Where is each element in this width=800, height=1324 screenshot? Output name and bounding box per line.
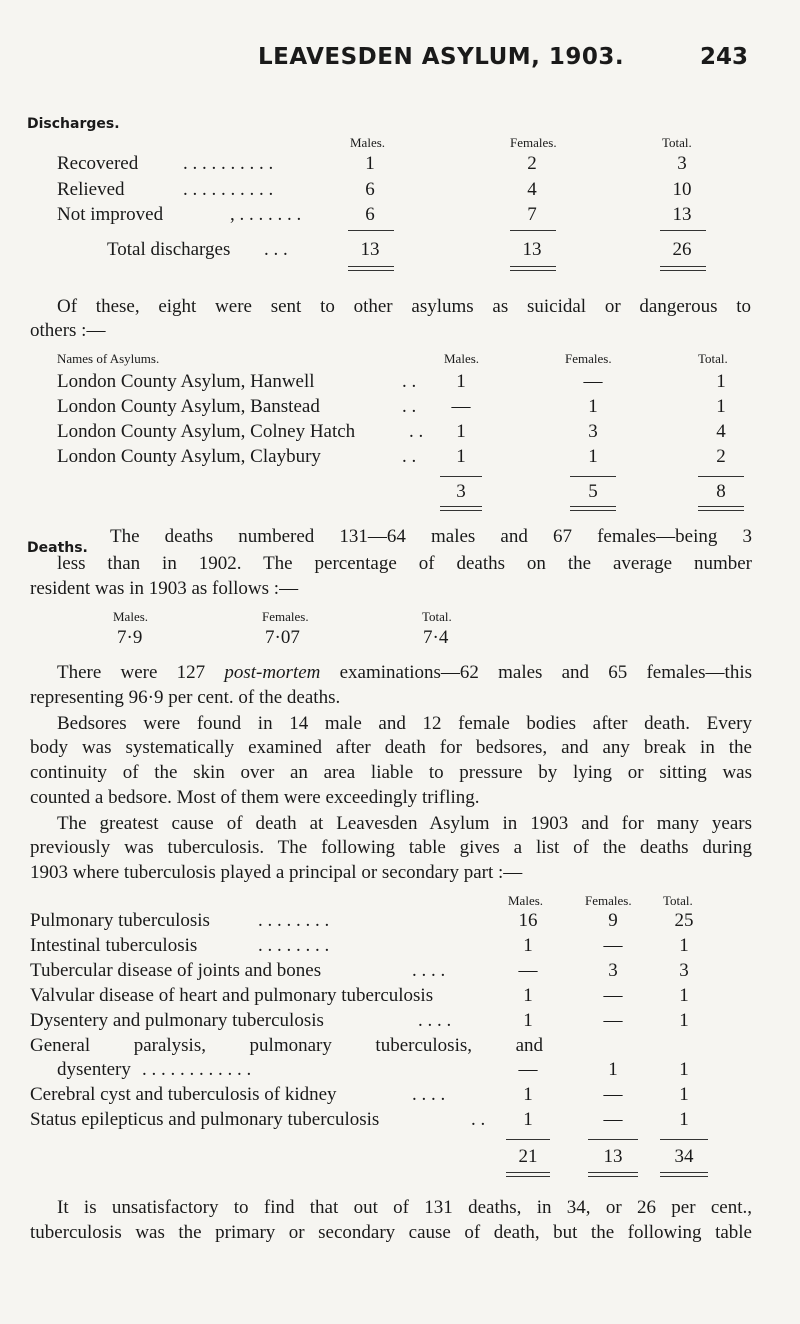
- transfers-total-value: 1: [716, 371, 726, 392]
- discharges-row-label: Recovered: [57, 153, 139, 174]
- postmortem-text-line: [57, 661, 752, 685]
- deaths-text-line: resident was in 1903 as follows :—: [30, 578, 299, 599]
- tb-females-value: —: [603, 1109, 623, 1130]
- tb-males-value: 1: [523, 1010, 533, 1031]
- percentage-col-total: Total.: [422, 609, 452, 624]
- discharges-males-value: 6: [365, 204, 375, 225]
- sum-rule: [510, 230, 556, 231]
- tb-col-males: Males.: [508, 893, 544, 908]
- leader-dots: . . . . . . . .: [258, 935, 330, 956]
- bedsores-text-line: continuity of the skin over an area liable to pressure by lying or sitting was: [30, 762, 752, 783]
- discharges-females-value: 2: [527, 153, 537, 174]
- leader-dots: . .: [409, 421, 424, 442]
- transfers-col-females: Females.: [565, 351, 612, 366]
- asylum-name: London County Asylum, Colney Hatch: [57, 421, 356, 442]
- tb-females-value: —: [603, 985, 623, 1006]
- double-rule: [510, 266, 556, 271]
- sum-rule: [570, 476, 616, 477]
- double-rule: [440, 506, 482, 511]
- tb-row-label: Pulmonary tuberculosis: [30, 910, 210, 931]
- tb-females-value: 3: [608, 960, 618, 981]
- tb-total-value: 1: [679, 1109, 689, 1130]
- transfers-totals-males: 3: [456, 481, 466, 502]
- tb-row-label: Intestinal tuberculosis: [30, 935, 198, 956]
- transfers-total-value: 2: [716, 446, 726, 467]
- tb-total-value: 3: [679, 960, 689, 981]
- closing-text-line: tuberculosis was the primary or secondary cause of death, but the following table: [30, 1222, 752, 1243]
- postmortem-text-a: There were 127: [57, 662, 225, 683]
- double-rule: [570, 506, 616, 511]
- tb-females-value: 1: [608, 1059, 618, 1080]
- sum-rule: [698, 476, 744, 477]
- discharges-col-females: Females.: [510, 135, 557, 150]
- percentage-males-value: 7·9: [117, 627, 143, 648]
- double-rule: [660, 1172, 708, 1177]
- transfers-totals-total: 8: [716, 481, 726, 502]
- leader-dots: . . . . . . . . . .: [183, 179, 274, 200]
- leader-dots: . .: [471, 1109, 486, 1130]
- asylum-name: London County Asylum, Banstead: [57, 396, 320, 417]
- leader-dots: . .: [402, 396, 417, 417]
- tb-females-value: —: [603, 935, 623, 956]
- tb-totals-females: 13: [603, 1146, 623, 1167]
- double-rule: [348, 266, 394, 271]
- tb-females-value: —: [603, 1084, 623, 1105]
- deaths-text-line: less than in 1902. The percentage of deaths on the average number: [57, 553, 752, 574]
- tb-males-value: —: [518, 1059, 538, 1080]
- leader-dots: . . . .: [412, 1084, 446, 1105]
- deaths-text-line: The deaths numbered 131—64 males and 67 females—being 3: [110, 526, 752, 547]
- discharges-total-value: 13: [672, 204, 692, 225]
- discharges-total-females: 13: [522, 239, 542, 260]
- percentage-total-value: 7·4: [423, 627, 449, 648]
- tb-row-label: General paralysis, pulmonary tuberculosis, and: [30, 1035, 543, 1056]
- transfers-males-value: —: [451, 396, 471, 417]
- transfers-intro-line: Of these, eight were sent to other asylums as suicidal or dangerous to: [57, 296, 751, 317]
- running-title: LEAVESDEN ASYLUM, 1903.: [258, 44, 625, 70]
- asylum-name: London County Asylum, Hanwell: [57, 371, 315, 392]
- leader-dots: . . . . . . . . . .: [183, 153, 274, 174]
- tb-males-value: —: [518, 960, 538, 981]
- transfers-col-males: Males.: [444, 351, 480, 366]
- discharges-males-value: 6: [365, 179, 375, 200]
- tb-total-value: 1: [679, 1010, 689, 1031]
- tb-row-label: Valvular disease of heart and pulmonary tuberculosis: [30, 985, 434, 1006]
- tb-col-total: Total.: [663, 893, 693, 908]
- bedsores-text-line: Bedsores were found in 14 male and 12 female bodies after death. Every: [57, 713, 752, 734]
- tb-row-label: dysentery: [57, 1059, 131, 1080]
- tb-total-value: 25: [674, 910, 694, 931]
- tb-total-value: 1: [679, 935, 689, 956]
- tb-females-value: —: [603, 1010, 623, 1031]
- sum-rule: [348, 230, 394, 231]
- leader-dots: . .: [402, 371, 417, 392]
- tb-males-value: 1: [523, 1084, 533, 1105]
- leader-dots: . . . . . . . .: [258, 910, 330, 931]
- percentage-col-males: Males.: [113, 609, 149, 624]
- postmortem-italic: post-mortem: [224, 662, 321, 683]
- leader-dots: . . .: [264, 239, 288, 260]
- tb-total-value: 1: [679, 1059, 689, 1080]
- discharges-females-value: 7: [527, 204, 537, 225]
- discharges-row-label: Relieved: [57, 179, 125, 200]
- tb-row-label: Status epilepticus and pulmonary tuberculosis: [30, 1109, 380, 1130]
- sum-rule: [588, 1139, 638, 1140]
- deaths-side-heading: Deaths.: [27, 540, 88, 556]
- postmortem-text-line: representing 96·9 per cent. of the deaths.: [30, 687, 341, 708]
- bedsores-text-line: counted a bedsore. Most of them were exceedingly trifling.: [30, 787, 480, 808]
- tb-males-value: 1: [523, 985, 533, 1006]
- tb-totals-total: 34: [674, 1146, 694, 1167]
- leader-dots: , . . . . . . .: [230, 204, 302, 225]
- discharges-total-value: 3: [677, 153, 687, 174]
- discharges-total-value: 10: [672, 179, 692, 200]
- tb-col-females: Females.: [585, 893, 632, 908]
- tb-totals-males: 21: [518, 1146, 538, 1167]
- tb-total-value: 1: [679, 1084, 689, 1105]
- transfers-males-value: 1: [456, 371, 466, 392]
- running-header: [0, 44, 800, 80]
- asylum-name: London County Asylum, Claybury: [57, 446, 321, 467]
- tb-intro-line: The greatest cause of death at Leavesden Asylum in 1903 and for many years: [57, 813, 752, 834]
- double-rule: [506, 1172, 550, 1177]
- transfers-col-total: Total.: [698, 351, 728, 366]
- transfers-females-value: —: [583, 371, 603, 392]
- transfers-females-value: 1: [588, 446, 598, 467]
- asylums-names-heading: Names of Asylums.: [57, 351, 160, 366]
- discharges-females-value: 4: [527, 179, 537, 200]
- discharges-males-value: 1: [365, 153, 375, 174]
- percentage-col-females: Females.: [262, 609, 309, 624]
- leader-dots: . . . .: [418, 1010, 452, 1031]
- discharges-total-total: 26: [672, 239, 692, 260]
- page-number: 243: [699, 44, 748, 70]
- discharges-col-males: Males.: [350, 135, 386, 150]
- double-rule: [588, 1172, 638, 1177]
- tb-intro-line: 1903 where tuberculosis played a principal or secondary part :—: [30, 862, 523, 883]
- tb-total-value: 1: [679, 985, 689, 1006]
- discharges-row-label: Not improved: [57, 204, 164, 225]
- discharges-side-heading: Discharges.: [27, 116, 120, 132]
- sum-rule: [506, 1139, 550, 1140]
- leader-dots: . . . . . . . . . . . .: [142, 1059, 252, 1080]
- tb-row-label: Cerebral cyst and tuberculosis of kidney: [30, 1084, 337, 1105]
- double-rule: [660, 266, 706, 271]
- transfers-females-value: 1: [588, 396, 598, 417]
- discharges-total-males: 13: [360, 239, 380, 260]
- transfers-total-value: 4: [716, 421, 726, 442]
- transfers-total-value: 1: [716, 396, 726, 417]
- leader-dots: . .: [402, 446, 417, 467]
- tb-females-value: 9: [608, 910, 618, 931]
- closing-text-line: It is unsatisfactory to find that out of 131 deaths, in 34, or 26 per cent.,: [57, 1197, 752, 1218]
- transfers-males-value: 1: [456, 421, 466, 442]
- transfers-males-value: 1: [456, 446, 466, 467]
- double-rule: [698, 506, 744, 511]
- transfers-totals-females: 5: [588, 481, 598, 502]
- discharges-total-label: Total discharges: [107, 239, 231, 260]
- postmortem-text-b: examinations—62 males and 65 females—this: [320, 662, 752, 683]
- transfers-females-value: 3: [588, 421, 598, 442]
- percentage-females-value: 7·07: [265, 627, 300, 648]
- tb-row-label: Dysentery and pulmonary tuberculosis: [30, 1010, 324, 1031]
- tb-males-value: 1: [523, 1109, 533, 1130]
- tb-males-value: 16: [518, 910, 538, 931]
- discharges-col-total: Total.: [662, 135, 692, 150]
- sum-rule: [660, 1139, 708, 1140]
- bedsores-text-line: body was systematically examined after death for bedsores, and any break in the: [30, 737, 752, 758]
- tb-row-label: Tubercular disease of joints and bones: [30, 960, 322, 981]
- tb-intro-line: previously was tuberculosis. The following table gives a list of the deaths during: [30, 837, 752, 858]
- transfers-intro-line: others :—: [30, 320, 106, 341]
- tb-males-value: 1: [523, 935, 533, 956]
- sum-rule: [440, 476, 482, 477]
- leader-dots: . . . .: [412, 960, 446, 981]
- sum-rule: [660, 230, 706, 231]
